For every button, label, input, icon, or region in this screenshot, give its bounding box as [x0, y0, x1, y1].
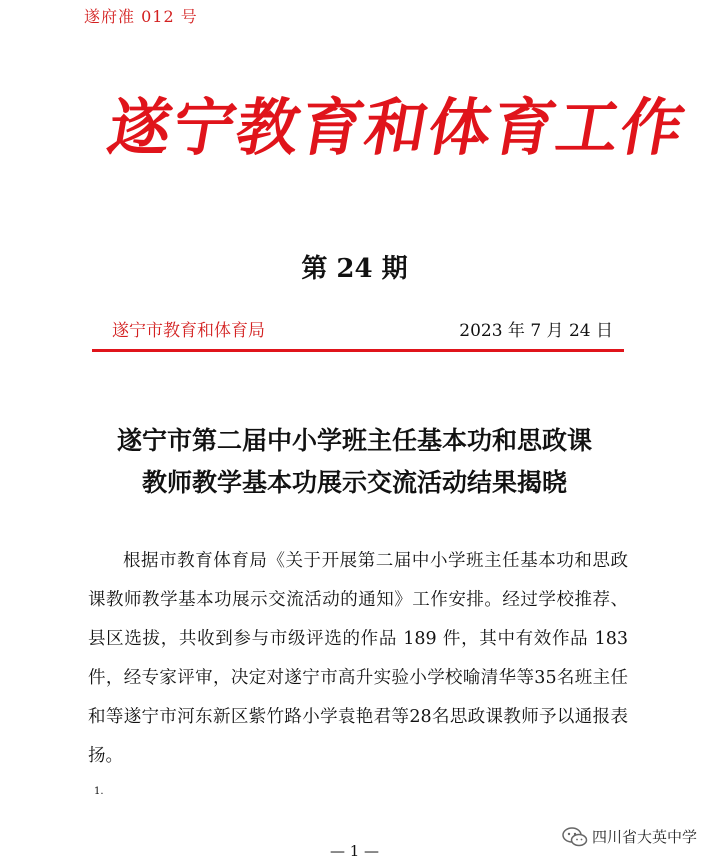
publisher-name: 遂宁市教育和体育局 [112, 321, 265, 341]
article-title [0, 420, 709, 504]
document-number: 遂府准 012 号 [84, 7, 198, 26]
article-title-line-2: 教师教学基本功展示交流活动结果揭晓 [141, 468, 567, 497]
footnote-mark: 1. [94, 786, 104, 797]
red-divider [92, 349, 624, 352]
page-number: — 1 — [329, 842, 380, 860]
masthead-title: 遂宁教育和体育工作 [102, 91, 692, 164]
body-paragraph: 根据市教育体育局《关于开展第二届中小学班主任基本功和思政课教师教学基本功展示交流活动的通知》工作安排。经过学校推荐、县区选拔，共收到参与市级评选的作品 189 件，其中有效作品 183 件，经专家评审，决定对遂宁市高升实验小学校喻清华等35名班主任和等遂宁市河东新区紫竹路小学袁艳君等28名思政课教师予以通报表扬。 [88, 551, 628, 766]
watermark-label: 四川省大英中学 [591, 828, 697, 846]
publish-date: 2023 年 7 月 24 日 [459, 321, 613, 341]
issue-number: 第 24 期 [301, 254, 408, 284]
article-title-line-1: 遂宁市第二届中小学班主任基本功和思政课 [116, 426, 592, 455]
